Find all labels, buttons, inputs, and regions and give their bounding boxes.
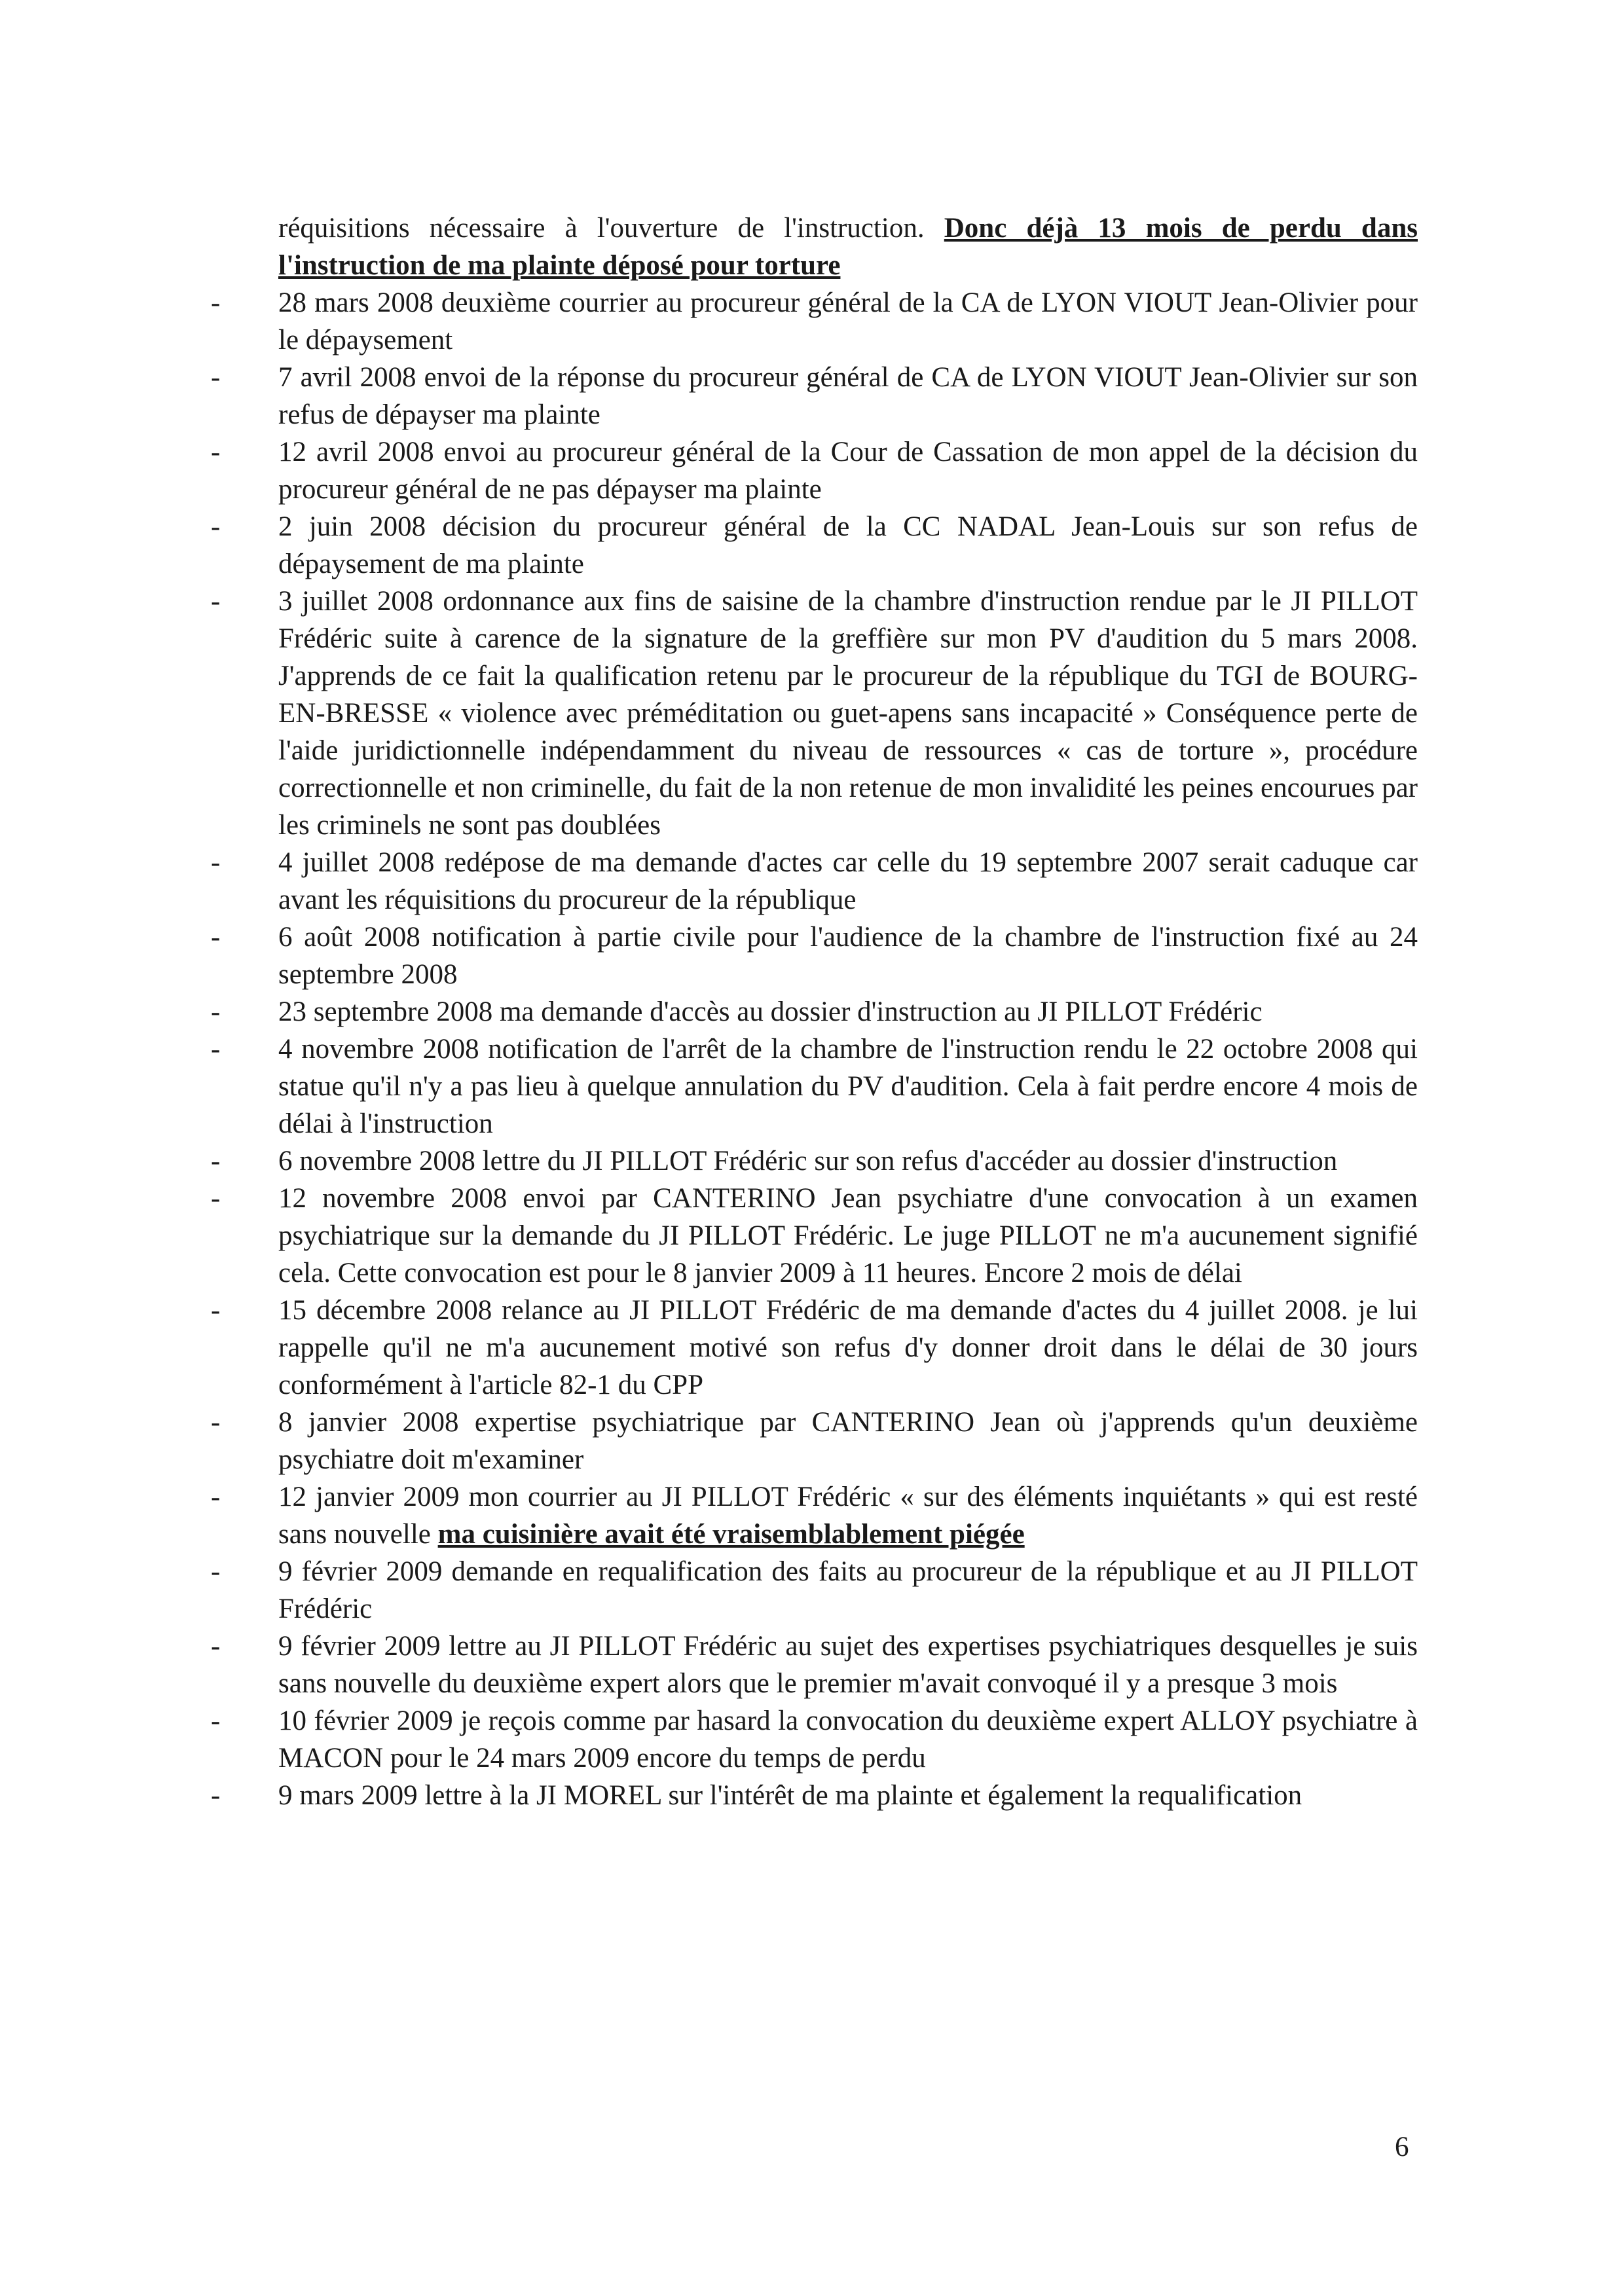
bullet-marker: -	[211, 1295, 221, 1326]
bullet-marker: -	[211, 1034, 221, 1065]
bullet-marker: -	[211, 996, 221, 1027]
bullet-marker: -	[211, 1146, 221, 1176]
entry-text: 4 juillet 2008 redépose de ma demande d'actes car celle du 19 septembre 2007 serait caduque car avant les réquisitions du procureur de la république	[278, 847, 1418, 915]
entry-text: 15 décembre 2008 relance au JI PILLOT Frédéric de ma demande d'actes du 4 juillet 2008. je lui rappelle qu'il ne m'a aucunement motivé son refus d'y donner droit dans le délai de 30 jours conformément à l'article 82-1 du CPP	[278, 1295, 1418, 1400]
page-number: 6	[1395, 2132, 1409, 2162]
bullet-marker: -	[211, 511, 221, 542]
entry-text: 4 novembre 2008 notification de l'arrêt de la chambre de l'instruction rendu le 22 octobre 2008 qui statue qu'il n'y a pas lieu à quelque annulation du PV d'audition. Cela à fait perdre encore 4 mois de délai à l'instruction	[278, 1034, 1418, 1139]
entry-text: 12 avril 2008 envoi au procureur général de la Cour de Cassation de mon appel de la décision du procureur général de ne pas dépayser ma plainte	[278, 437, 1418, 505]
entry-text: 7 avril 2008 envoi de la réponse du procureur général de CA de LYON VIOUT Jean-Olivier sur son refus de dépayser ma plainte	[278, 362, 1418, 430]
bullet-marker: -	[211, 362, 221, 393]
timeline-entry	[211, 844, 1418, 919]
bullet-marker: -	[211, 1556, 221, 1587]
entry-text: 23 septembre 2008 ma demande d'accès au dossier d'instruction au JI PILLOT Frédéric	[278, 996, 1263, 1027]
intro-text: réquisitions nécessaire à l'ouverture de l'instruction.	[278, 213, 944, 244]
bullet-marker: -	[211, 1631, 221, 1662]
bullet-marker: -	[211, 1482, 221, 1512]
entry-text: 9 février 2009 demande en requalification des faits au procureur de la république et au JI PILLOT Frédéric	[278, 1556, 1418, 1624]
bullet-marker: -	[211, 1780, 221, 1811]
entry-text: 2 juin 2008 décision du procureur général de la CC NADAL Jean-Louis sur son refus de dépaysement de ma plainte	[278, 511, 1418, 579]
bullet-marker: -	[211, 586, 221, 617]
timeline-entry	[211, 1478, 1418, 1553]
timeline-entry	[211, 433, 1418, 508]
timeline-entry	[211, 1292, 1418, 1404]
timeline-entry	[211, 1180, 1418, 1292]
timeline-entry	[211, 359, 1418, 433]
entry-text: 28 mars 2008 deuxième courrier au procureur général de la CA de LYON VIOUT Jean-Olivier pour le dépaysement	[278, 287, 1418, 355]
timeline-entry	[211, 1777, 1418, 1814]
timeline-entry	[211, 1628, 1418, 1702]
bullet-marker: -	[211, 847, 221, 878]
intro-paragraph	[278, 210, 1418, 284]
entry-text: 9 février 2009 lettre au JI PILLOT Frédéric au sujet des expertises psychiatriques desquelles je suis sans nouvelle du deuxième expert alors que le premier m'avait convoqué il y a presque 3 mois	[278, 1631, 1418, 1699]
timeline-list	[211, 284, 1418, 1814]
timeline-entry	[211, 1142, 1418, 1180]
entry-emphasis: ma cuisinière avait été vraisemblablement piégée	[437, 1519, 1025, 1550]
timeline-entry	[211, 919, 1418, 993]
entry-text: 12 novembre 2008 envoi par CANTERINO Jean psychiatre d'une convocation à un examen psychiatrique sur la demande du JI PILLOT Frédéric. Le juge PILLOT ne m'a aucunement signifié cela. Cette convocation est pour le 8 janvier 2009 à 11 heures. Encore 2 mois de délai	[278, 1183, 1418, 1288]
entry-text: 3 juillet 2008 ordonnance aux fins de saisine de la chambre d'instruction rendue par le JI PILLOT Frédéric suite à carence de la signature de la greffière sur mon PV d'audition du 5 mars 2008. J'apprends de ce fait la qualification retenu par le procureur de la république du TGI de BOURG-EN-BRESSE « violence avec préméditation ou guet-apens sans incapacité » Conséquence perte de l'aide juridictionnelle indépendamment du niveau de ressources « cas de torture », procédure correctionnelle et non criminelle, du fait de la non retenue de mon invalidité les peines encourues par les criminels ne sont pas doublées	[278, 586, 1418, 841]
bullet-marker: -	[211, 1407, 221, 1438]
bullet-marker: -	[211, 287, 221, 318]
bullet-marker: -	[211, 922, 221, 953]
entry-text: 8 janvier 2008 expertise psychiatrique par CANTERINO Jean où j'apprends qu'un deuxième psychiatre doit m'examiner	[278, 1407, 1418, 1475]
timeline-entry	[211, 508, 1418, 583]
document-body	[211, 210, 1418, 1814]
bullet-marker: -	[211, 1183, 221, 1214]
timeline-entry	[211, 583, 1418, 844]
bullet-marker: -	[211, 1705, 221, 1736]
entry-text: 10 février 2009 je reçois comme par hasard la convocation du deuxième expert ALLOY psychiatre à MACON pour le 24 mars 2009 encore du temps de perdu	[278, 1705, 1418, 1774]
timeline-entry	[211, 1553, 1418, 1628]
timeline-entry	[211, 1030, 1418, 1142]
entry-text: 6 novembre 2008 lettre du JI PILLOT Frédéric sur son refus d'accéder au dossier d'instruction	[278, 1146, 1338, 1176]
entry-text: 12 janvier 2009 mon courrier au JI PILLOT Frédéric « sur des éléments inquiétants » qui est resté sans nouvelle	[278, 1482, 1418, 1550]
entry-text: 9 mars 2009 lettre à la JI MOREL sur l'intérêt de ma plainte et également la requalification	[278, 1780, 1302, 1811]
timeline-entry	[211, 284, 1418, 359]
entry-text: 6 août 2008 notification à partie civile pour l'audience de la chambre de l'instruction fixé au 24 septembre 2008	[278, 922, 1418, 990]
timeline-entry	[211, 993, 1418, 1030]
timeline-entry	[211, 1404, 1418, 1478]
intro-emphasis: Donc déjà 13 mois de perdu dans l'instruction de ma plainte déposé pour torture	[278, 213, 1418, 281]
timeline-entry	[211, 1702, 1418, 1777]
bullet-marker: -	[211, 437, 221, 467]
